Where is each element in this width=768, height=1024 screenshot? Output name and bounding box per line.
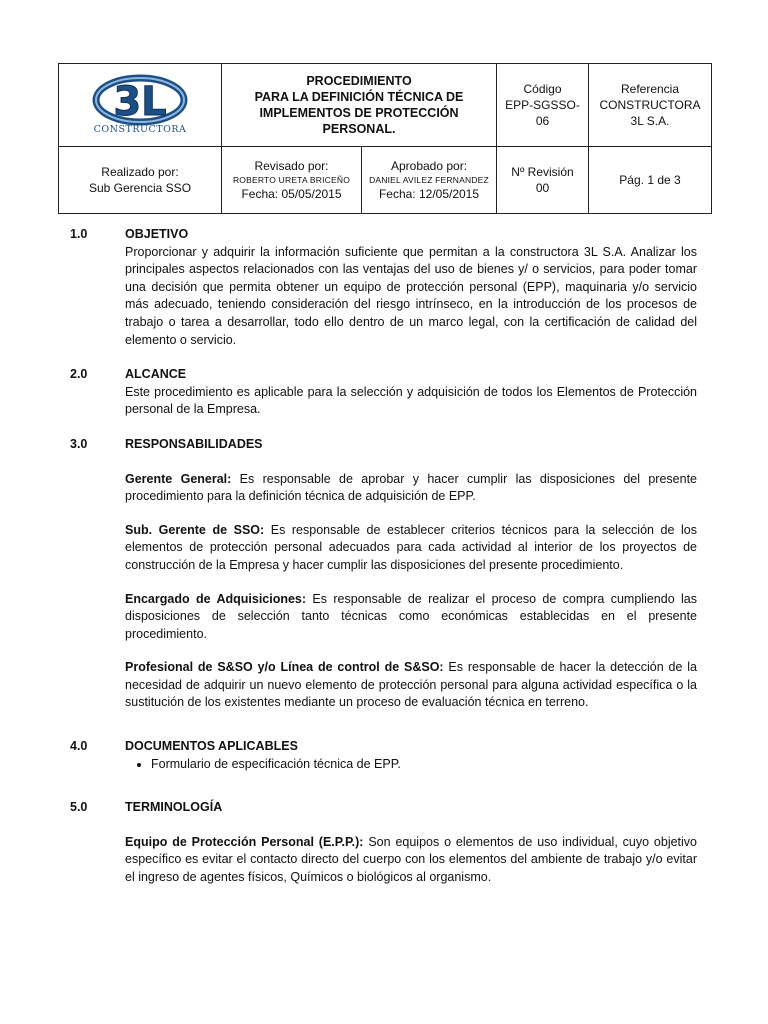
aprobado-label: Aprobado por: <box>390 159 468 173</box>
referencia-value: CONSTRUCTORA 3L S.A. <box>599 98 701 128</box>
section-terminologia <box>70 799 697 886</box>
logo-text: CONSTRUCTORA <box>93 124 187 135</box>
document-list <box>125 756 697 774</box>
list-item: • Formulario de especificación técnica de EPP. <box>151 756 697 774</box>
responsibility-item <box>125 659 697 712</box>
aprobado-name: DANIEL AVILEZ FERNANDEZ <box>369 175 489 185</box>
section-title: ALCANCE <box>125 367 187 382</box>
pagina-cell <box>589 147 712 214</box>
document-header-table <box>58 63 712 214</box>
section-title: TERMINOLOGÍA <box>125 800 223 815</box>
revisado-label: Revisado por: <box>254 159 329 173</box>
responsibility-text: Es responsable de aprobar y hacer cumplir las disposiciones del presente procedimiento para la definición técnica de adquisición de EPP. <box>125 471 697 504</box>
section-responsabilidades <box>70 436 697 712</box>
codigo-cell <box>497 64 589 147</box>
terminology-text: Son equipos o elementos de uso individual, cuyo objetivo específico es evitar el contacto directo del cuerpo con los elementos del ambiente de trabajo y/o evitar el ingreso de agentes físicos, Químicos o biológicos al organismo. <box>125 834 698 885</box>
revisado-cell <box>222 147 362 214</box>
section-objetivo <box>70 226 697 349</box>
responsibility-label: Profesional de S&SO y/o Línea de control de S&SO: <box>125 660 444 675</box>
section-text: Este procedimiento es aplicable para la selección y adquisición de todos los Elementos de Protección personal de la Empresa. <box>125 384 697 417</box>
section-documentos-aplicables <box>70 738 697 773</box>
logo-mark: 3L <box>113 79 167 125</box>
section-number: 3.0 <box>70 436 88 451</box>
responsibility-item <box>125 471 697 506</box>
section-title: DOCUMENTOS APLICABLES <box>125 739 298 754</box>
responsibility-item <box>125 522 697 575</box>
responsibility-item <box>125 591 697 644</box>
referencia-cell <box>589 64 712 147</box>
title-line-3: IMPLEMENTOS DE PROTECCIÓN PERSONAL. <box>259 106 459 136</box>
responsibility-text: Es responsable de realizar el proceso de compra cumpliendo las disposiciones de selección tanto técnicas como económicas establecidas en el presente procedimiento. <box>125 591 698 641</box>
revision-label: Nº Revisión <box>511 165 574 179</box>
revisado-fecha: Fecha: 05/05/2015 <box>241 187 342 201</box>
responsibility-text: Es responsable de establecer criterios técnicos para la selección de los elementos de protección personal adecuados para cada actividad al interior de los proyectos de construcción de la Empresa y hacer cumplir las disposiciones del presente procedimiento. <box>125 522 698 572</box>
responsibility-label: Encargado de Adquisiciones: <box>125 591 307 606</box>
terminology-label: Equipo de Protección Personal (E.P.P.): <box>125 834 364 849</box>
responsibility-text: Es responsable de hacer la detección de la necesidad de adquirir un nuevo elemento de protección personal para alguna actividad específica o la sustitución de los existentes mediante un proceso de evaluación técnica en terreno. <box>125 660 697 710</box>
realizado-value: Sub Gerencia SSO <box>88 181 192 195</box>
document-body <box>70 226 697 887</box>
section-number: 1.0 <box>70 227 88 241</box>
section-title: OBJETIVO <box>125 227 189 241</box>
section-text: Proporcionar y adquirir la información suficiente que permitan a la constructora 3L S.A. Analizar los principales aspectos relacionados con las ventajas del uso de bienes y/ o servicios, para poder tomar una decisión que permita obtener un equipo de protección personal (EPP), maquinaria y/o servicio más adecuado, teniendo consideración del riesgo intrínseco, en la introducción de los procesos de trabajo o tarea a desarrollar, todo ello dentro de un marco legal, con la certificación de calidad del elemento o servicio. <box>125 244 697 347</box>
codigo-value: EPP-SGSSO-06 <box>505 98 580 128</box>
aprobado-fecha: Fecha: 12/05/2015 <box>378 187 480 201</box>
realizado-cell <box>59 147 222 214</box>
title-line-1: PROCEDIMIENTO <box>306 74 412 88</box>
section-title: RESPONSABILIDADES <box>125 436 263 451</box>
terminology-item <box>125 834 697 887</box>
codigo-label: Código <box>523 82 562 96</box>
logo-cell <box>59 64 222 147</box>
document-title-cell <box>222 64 497 147</box>
section-number: 2.0 <box>70 367 88 382</box>
section-number: 4.0 <box>70 739 88 754</box>
responsibility-label: Sub. Gerente de SSO: <box>125 522 265 537</box>
revision-value: 00 <box>535 181 550 195</box>
referencia-label: Referencia <box>620 82 680 96</box>
constructora-3l-logo <box>88 70 192 140</box>
page-number: Pág. 1 de 3 <box>619 173 681 187</box>
revision-cell <box>497 147 589 214</box>
section-alcance <box>70 366 697 419</box>
aprobado-cell <box>362 147 497 214</box>
revisado-name: ROBERTO URETA BRICEÑO <box>232 175 351 185</box>
title-line-2: PARA LA DEFINICIÓN TÉCNICA DE <box>254 90 464 104</box>
realizado-label: Realizado por: <box>101 165 179 179</box>
section-number: 5.0 <box>70 800 88 815</box>
responsibility-label: Gerente General: <box>125 471 232 486</box>
